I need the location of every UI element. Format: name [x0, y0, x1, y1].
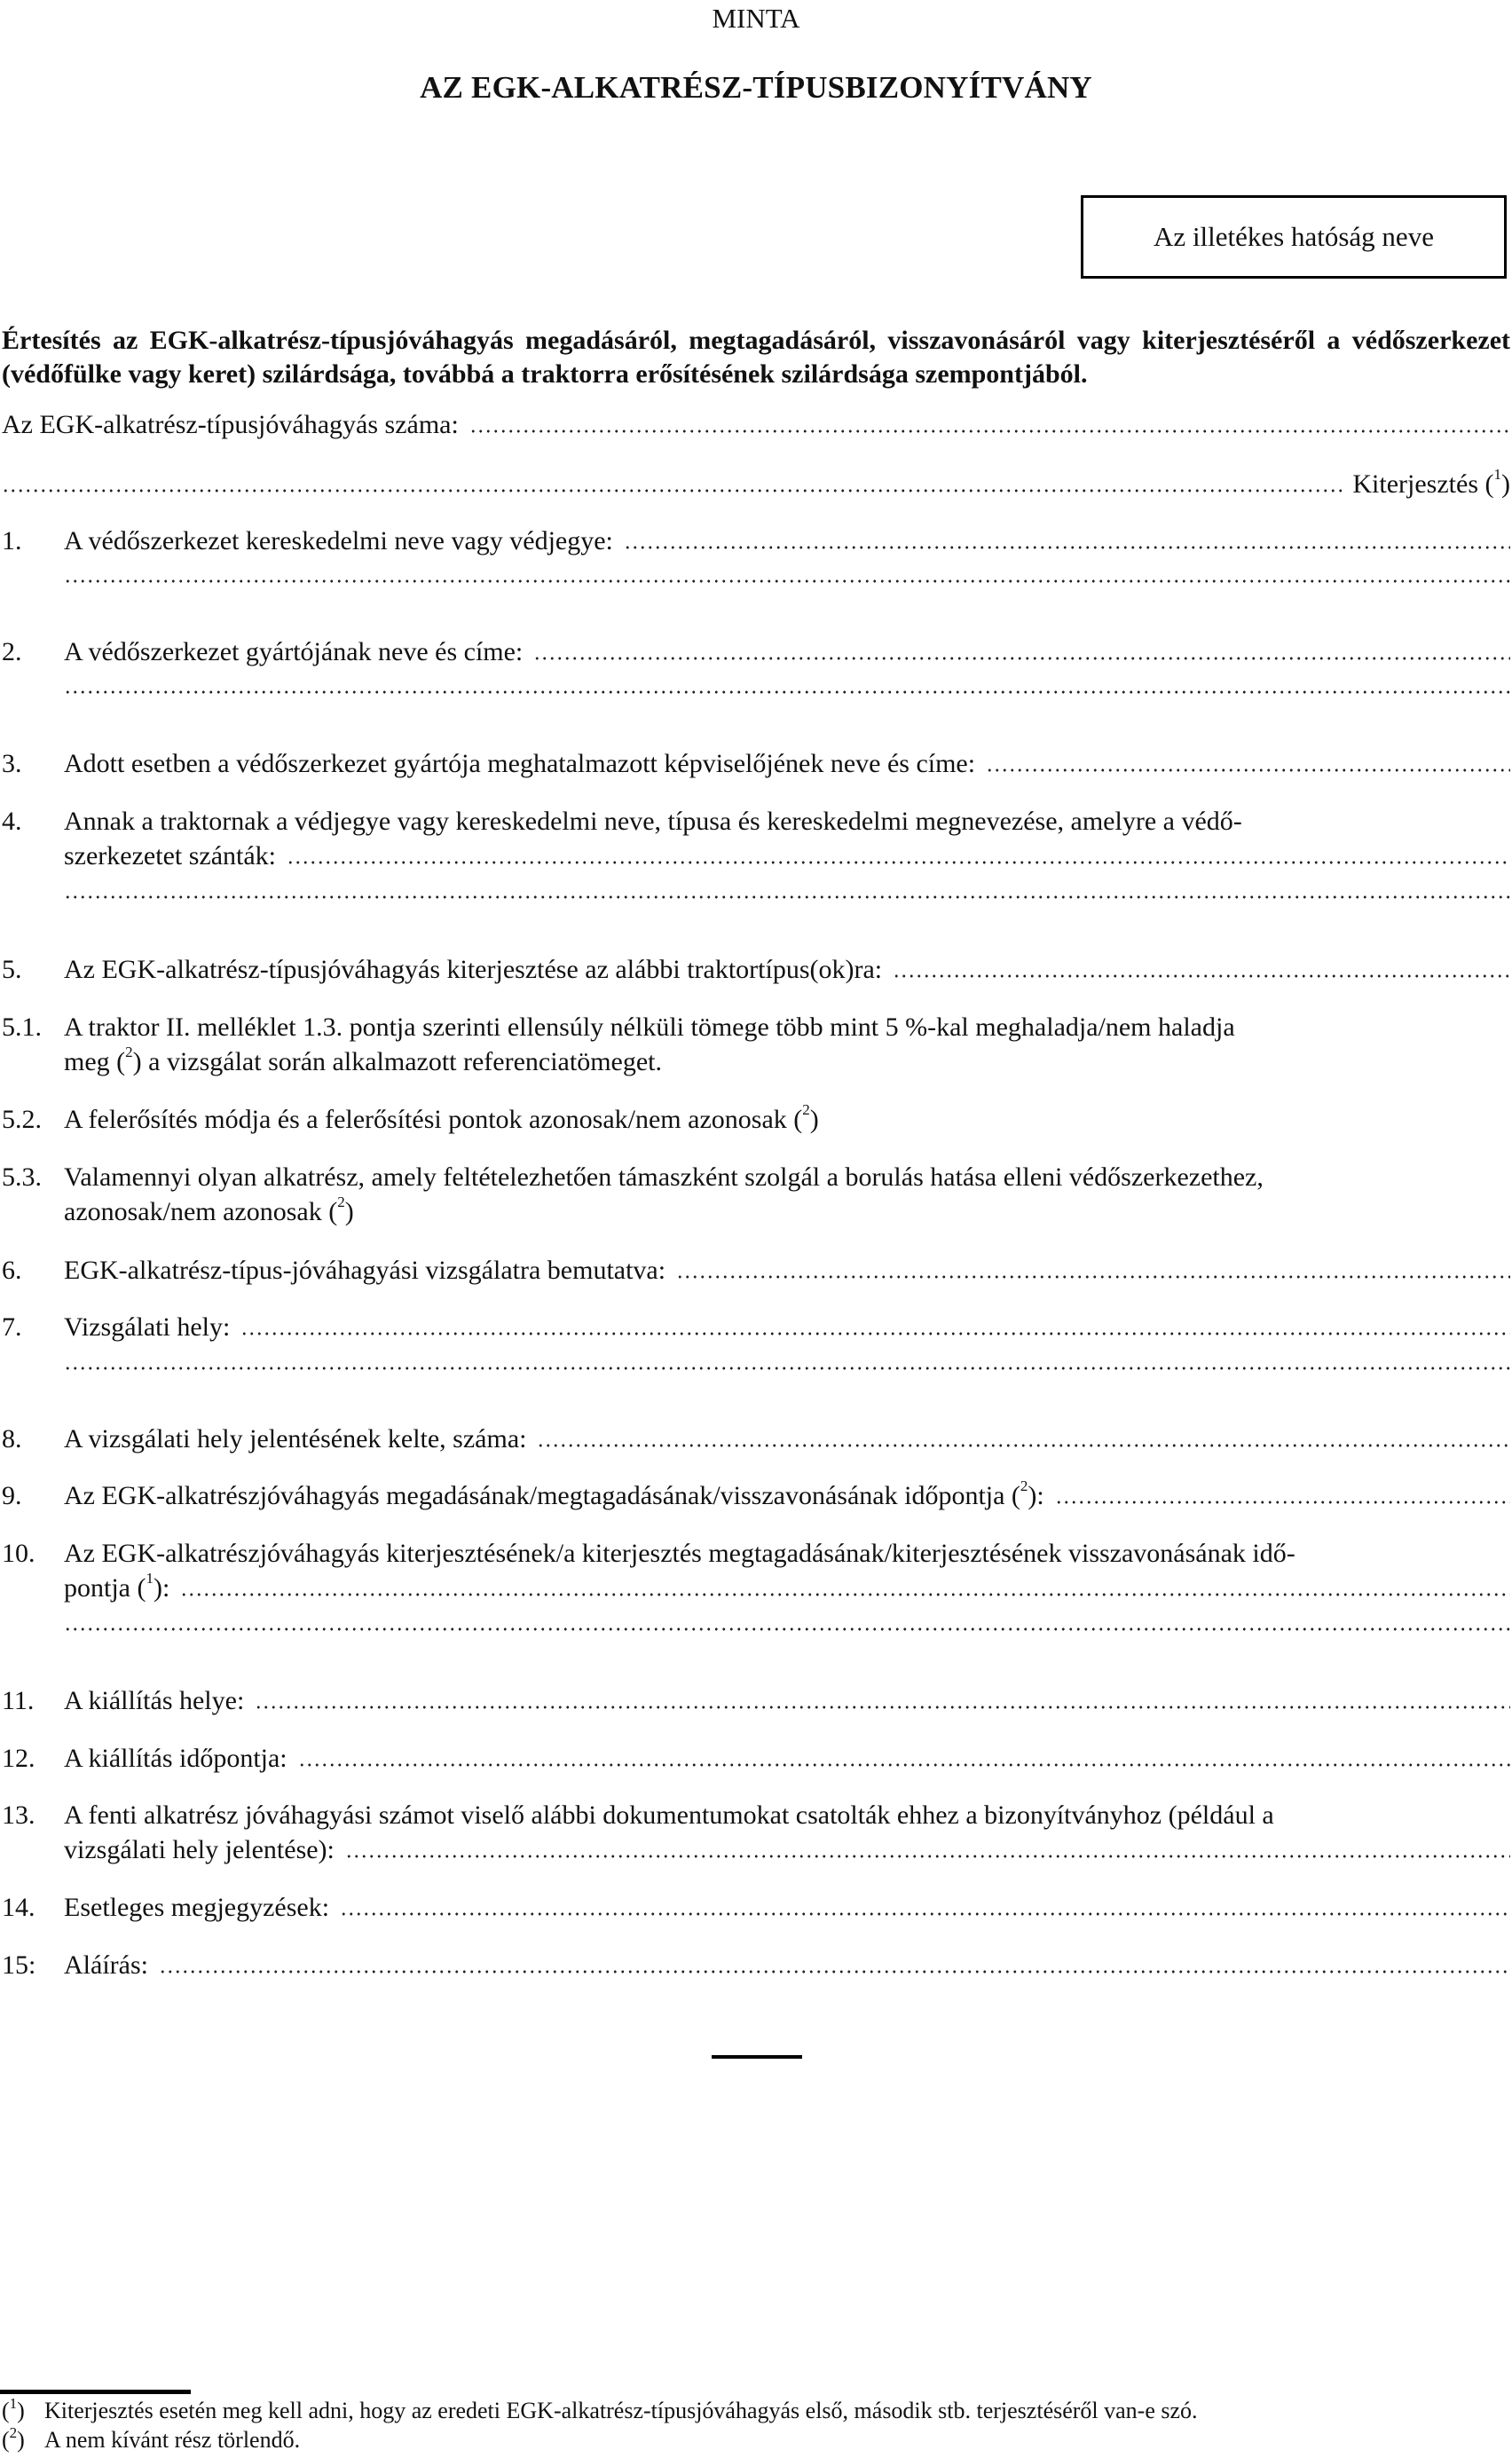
document-title: AZ EGK-ALKATRÉSZ-TÍPUSBIZONYÍTVÁNY — [420, 70, 1092, 105]
item-14-field[interactable] — [340, 1912, 1510, 1916]
item-4: 4. Annak a traktornak a védjegye vagy kereskedelmi neve, típusa és kereskedelmi megnevezése, amelyre a védő- — [2, 807, 1242, 836]
extension-field[interactable] — [2, 489, 1345, 492]
item-9: 9. Az EGK-alkatrészjóváhagyás megadásának/megtagadásának/visszavonásának időpontja ($^2$): — [2, 1479, 1510, 1513]
item-7-field[interactable] — [240, 1332, 1510, 1335]
item-15-signature: 15: Aláírás: — [2, 1949, 1510, 1982]
item-7-field-line2[interactable] — [64, 1367, 1510, 1370]
approval-number-field[interactable] — [469, 429, 1510, 433]
approval-number-row — [2, 408, 1510, 442]
item-4-field[interactable] — [287, 861, 1510, 864]
item-5-3: 5.3. Valamennyi olyan alkatrész, amely feltételezhetően támaszként szolgál a borulás hatása elleni védőszerkezethez, — [2, 1162, 1264, 1192]
item-5-1-line2: meg ($^2$) a vizsgálat során alkalmazott referenciatömeget. — [64, 1044, 663, 1076]
footnote-ref[interactable]: 2 — [125, 1044, 133, 1060]
item-3-field[interactable] — [986, 768, 1510, 772]
item-11: 11. A kiállítás helye: — [2, 1684, 1510, 1718]
item-4-continuation — [64, 895, 1510, 908]
signature-field[interactable] — [159, 1970, 1510, 1973]
item-13-field[interactable] — [345, 1855, 1510, 1858]
footnote-1: ($^1$) Kiterjesztés esetén meg kell adni, hogy az eredeti EGK-alkatrész-típusjóváhagyás első, második stb. terjesztéséről van-e szó. — [2, 2395, 1198, 2423]
footnote-ref[interactable]: 1 — [1493, 466, 1501, 483]
item-10-field[interactable] — [180, 1593, 1510, 1596]
item-1: 1. A védőszerkezet kereskedelmi neve vagy védjegye: — [2, 524, 1510, 558]
item-2-field[interactable] — [533, 657, 1510, 660]
item-1-continuation — [64, 579, 1510, 592]
footnote-ref[interactable]: 2 — [337, 1194, 345, 1210]
item-8: 8. A vizsgálati hely jelentésének kelte, száma: — [2, 1422, 1510, 1456]
item-5: 5. Az EGK-alkatrész-típusjóváhagyás kiterjesztése az alábbi traktortípus(ok)ra: — [2, 953, 1510, 987]
item-3: 3. Adott esetben a védőszerkezet gyártója meghatalmazott képviselőjének neve és címe: — [2, 747, 1510, 781]
item-1-field-line2[interactable] — [64, 579, 1510, 583]
footnote-ref[interactable]: 2 — [802, 1101, 810, 1118]
authority-name-label: Az illetékes hatóság neve — [1154, 221, 1434, 252]
item-6-field[interactable] — [676, 1275, 1510, 1279]
item-10-field-line2[interactable] — [64, 1627, 1510, 1631]
approval-number-label: Az EGK-alkatrész-típusjóváhagyás száma: — [2, 410, 459, 439]
item-5-1: 5.1. A traktor II. melléklet 1.3. pontja szerinti ellensúly nélküli tömege több mint 5 %-kal meghaladja/nem haladja — [2, 1012, 1235, 1042]
sample-label: MINTA — [712, 3, 800, 34]
footnote-rule — [0, 2390, 191, 2394]
item-12-field[interactable] — [298, 1763, 1510, 1767]
item-2-field-line2[interactable] — [64, 690, 1510, 694]
notice-heading: Értesítés az EGK-alkatrész-típusjóváhagyás megadásáról, megtagadásáról, visszavonásáról vagy kiterjesztéséről a védőszerkezet (védőfülke vagy keret) szilárdsága, továbbá a traktorra erősítésének szilárdsága szempontjából. — [2, 326, 1510, 389]
item-7: 7. Vizsgálati hely: — [2, 1311, 1510, 1344]
item-10-continuation — [64, 1627, 1510, 1640]
item-10: 10. Az EGK-alkatrészjóváhagyás kiterjesztésének/a kiterjesztés megtagadásának/kiterjesztésének visszavonásának idő- — [2, 1539, 1295, 1568]
item-5-2: 5.2. A felerősítés módja és a felerősítési pontok azonosak/nem azonosak ($^2$) — [2, 1101, 819, 1134]
item-4-line2: szerkezetet szánták: — [64, 839, 1510, 873]
item-7-continuation — [64, 1367, 1510, 1379]
item-11-field[interactable] — [255, 1706, 1510, 1709]
extension-label: Kiterjesztés ($^1$) — [1352, 466, 1510, 499]
item-8-field[interactable] — [537, 1444, 1510, 1447]
item-2-continuation — [64, 690, 1510, 703]
item-12: 12. A kiállítás időpontja: — [2, 1742, 1510, 1776]
authority-name-box — [1081, 195, 1507, 279]
extension-row — [2, 468, 1510, 501]
item-10-line2: pontja ($^1$): — [64, 1572, 1510, 1605]
item-5-3-line2: azonosak/nem azonosak ($^2$) — [64, 1194, 354, 1226]
item-5-field[interactable] — [893, 974, 1510, 978]
item-13-line2: vizsgálati hely jelentése): — [64, 1833, 1510, 1867]
item-1-field[interactable] — [624, 546, 1510, 549]
item-4-field-line2[interactable] — [64, 895, 1510, 899]
item-6: 6. EGK-alkatrész-típus-jóváhagyási vizsgálatra bemutatva: — [2, 1254, 1510, 1288]
footnote-ref[interactable]: 1 — [146, 1570, 154, 1587]
item-13: 13. A fenti alkatrész jóváhagyási számot viselő alábbi dokumentumokat csatolták ehhez a bizonyítványhoz (például a — [2, 1800, 1274, 1830]
item-14: 14. Esetleges megjegyzések: — [2, 1891, 1510, 1925]
footnote-2: ($^2$) A nem kívánt rész törlendő. — [2, 2424, 301, 2453]
footnote-ref[interactable]: 2 — [1020, 1477, 1028, 1494]
item-9-field[interactable] — [1055, 1501, 1510, 1504]
end-of-form-rule — [712, 2055, 802, 2059]
item-2: 2. A védőszerkezet gyártójának neve és címe: — [2, 635, 1510, 669]
